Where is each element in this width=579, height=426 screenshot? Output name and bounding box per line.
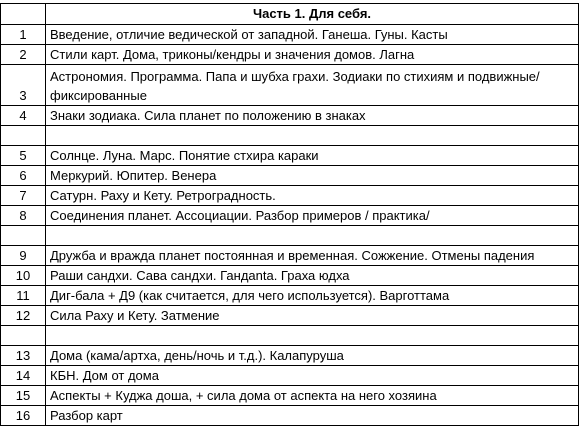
table-row [1, 45, 579, 65]
table-row [1, 246, 579, 266]
table-row [1, 25, 579, 45]
empty-cell[interactable] [1, 326, 46, 346]
table-row [1, 306, 579, 326]
row-number-cell[interactable]: 16 [1, 406, 46, 426]
row-number-cell[interactable]: 1 [1, 25, 46, 45]
topic-cell[interactable]: Введение, отличие ведической от западной. Ганеша. Гуны. Касты [46, 25, 579, 45]
row-number-cell[interactable]: 11 [1, 286, 46, 306]
table-row [1, 366, 579, 386]
empty-cell[interactable] [46, 226, 579, 246]
table-row [1, 106, 579, 126]
table-row [1, 65, 579, 106]
table-row [1, 266, 579, 286]
topic-cell[interactable]: КБН. Дом от дома [46, 366, 579, 386]
empty-cell[interactable] [1, 226, 46, 246]
row-number-cell[interactable]: 3 [1, 65, 46, 106]
row-number-cell[interactable]: 10 [1, 266, 46, 286]
row-number-cell[interactable]: 5 [1, 146, 46, 166]
topic-cell[interactable]: Меркурий. Юпитер. Венера [46, 166, 579, 186]
row-number-cell[interactable]: 13 [1, 346, 46, 366]
topic-cell[interactable]: Стили карт. Дома, триконы/кендры и значения домов. Лагна [46, 45, 579, 65]
table-row [1, 166, 579, 186]
topic-cell[interactable]: Аспекты + Куджа доша, + сила дома от аспекта на него хозяина [46, 386, 579, 406]
topic-cell[interactable]: Астрономия. Программа. Папа и шубха грахи. Зодиаки по стихиям и подвижные/фиксированные [46, 65, 579, 106]
header-num-cell[interactable] [1, 4, 46, 25]
empty-row [1, 226, 579, 246]
empty-cell[interactable] [46, 326, 579, 346]
header-title-cell[interactable]: Часть 1. Для себя. [46, 4, 579, 25]
row-number-cell[interactable]: 15 [1, 386, 46, 406]
table-row [1, 386, 579, 406]
row-number-cell[interactable]: 14 [1, 366, 46, 386]
row-number-cell[interactable]: 4 [1, 106, 46, 126]
table-row [1, 286, 579, 306]
row-number-cell[interactable]: 6 [1, 166, 46, 186]
topic-cell[interactable]: Разбор карт [46, 406, 579, 426]
topic-cell[interactable]: Сила Раху и Кету. Затмение [46, 306, 579, 326]
row-number-cell[interactable]: 2 [1, 45, 46, 65]
row-number-cell[interactable]: 8 [1, 206, 46, 226]
topic-cell[interactable]: Раши сандхи. Сава сандхи. Гандanta. Граха юдха [46, 266, 579, 286]
header-row [1, 4, 579, 25]
empty-cell[interactable] [1, 126, 46, 146]
table-row [1, 206, 579, 226]
topic-cell[interactable]: Знаки зодиака. Сила планет по положению в знаках [46, 106, 579, 126]
table-row [1, 146, 579, 166]
row-number-cell[interactable]: 12 [1, 306, 46, 326]
topic-cell[interactable]: Солнце. Луна. Марс. Понятие стхира караки [46, 146, 579, 166]
topic-cell[interactable]: Дружба и вражда планет постоянная и временная. Сожжение. Отмены падения [46, 246, 579, 266]
topic-cell[interactable]: Диг-бала + Д9 (как считается, для чего используется). Варготтама [46, 286, 579, 306]
empty-cell[interactable] [46, 126, 579, 146]
empty-row [1, 126, 579, 146]
table-row [1, 406, 579, 426]
empty-row [1, 326, 579, 346]
course-plan-table [0, 3, 579, 426]
topic-cell[interactable]: Сатурн. Раху и Кету. Ретроградность. [46, 186, 579, 206]
topic-cell[interactable]: Дома (кама/артха, день/ночь и т.д.). Калапуруша [46, 346, 579, 366]
table-row [1, 186, 579, 206]
table-row [1, 346, 579, 366]
row-number-cell[interactable]: 9 [1, 246, 46, 266]
row-number-cell[interactable]: 7 [1, 186, 46, 206]
topic-cell[interactable]: Соединения планет. Ассоциации. Разбор примеров / практика/ [46, 206, 579, 226]
